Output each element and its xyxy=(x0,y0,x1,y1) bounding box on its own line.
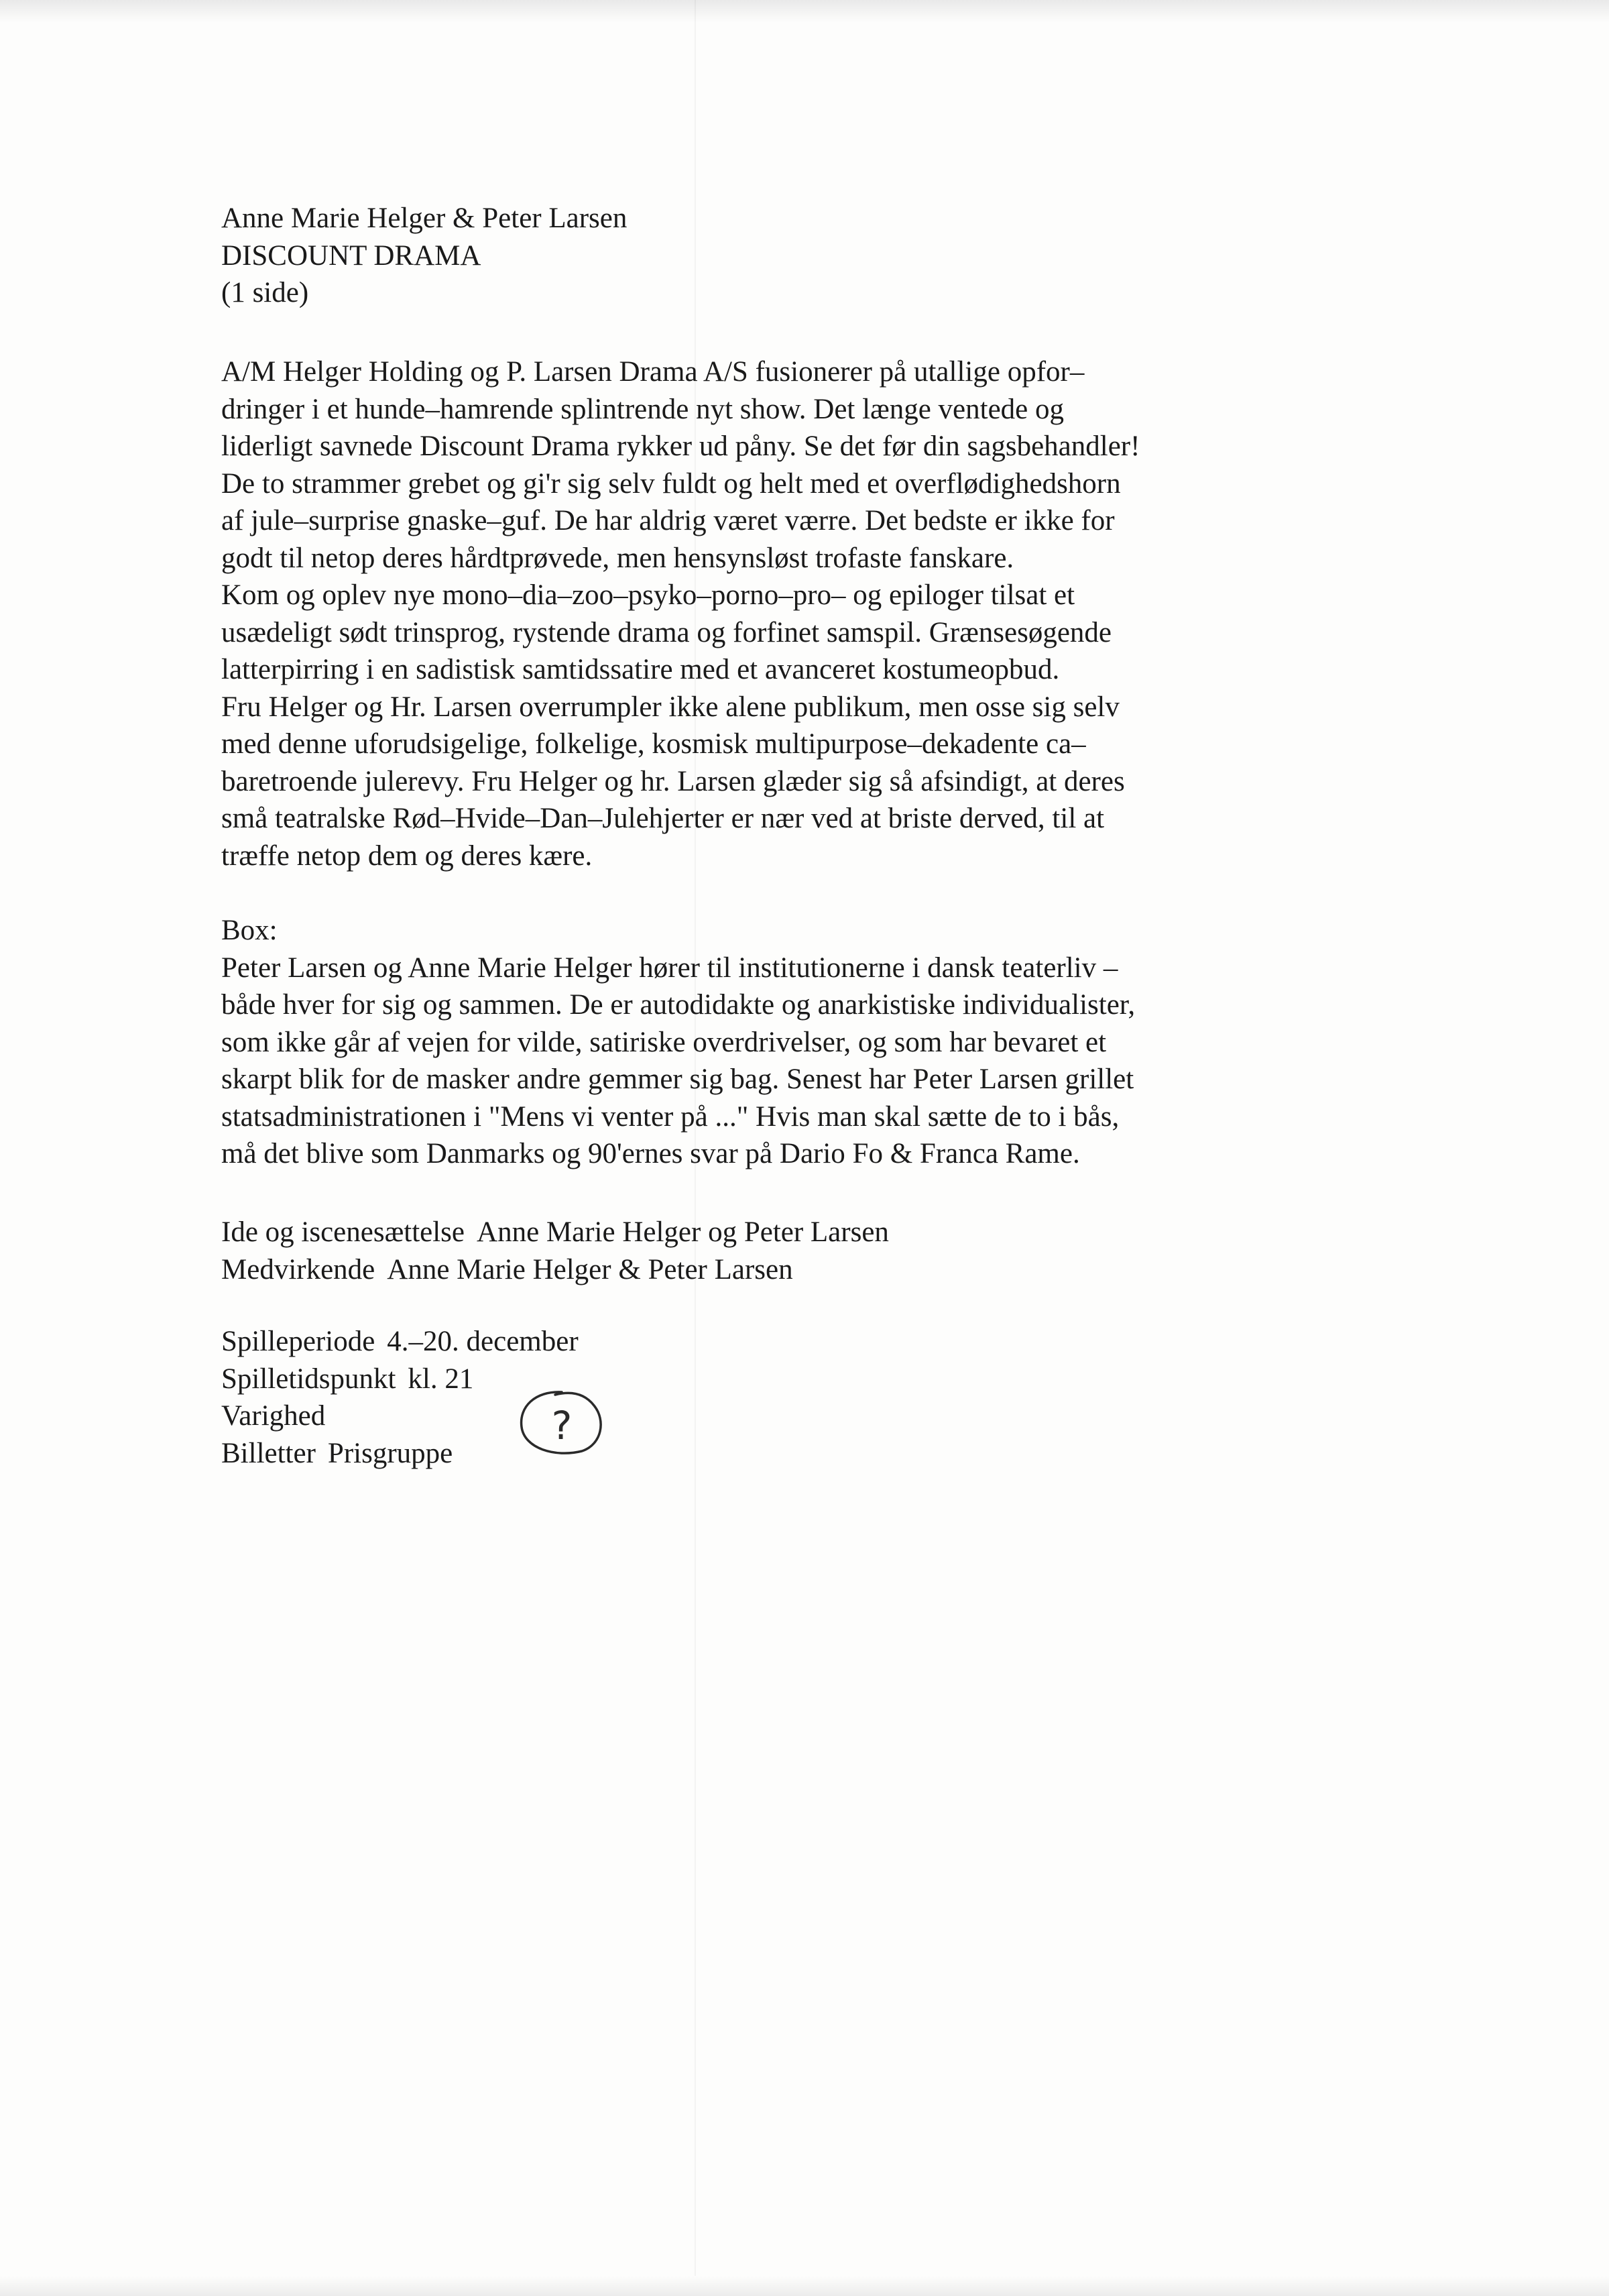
direction-label: Ide og iscenesættelse xyxy=(221,1216,465,1248)
price-label: Prisgruppe xyxy=(327,1437,453,1469)
period-value: 4.–20. december xyxy=(387,1326,579,1357)
credits-section xyxy=(221,1214,889,1288)
body-line: godt til netop deres hårdtprøvede, men hensynsløst trofaste fanskare. xyxy=(221,542,1014,574)
page-count: (1 side) xyxy=(221,277,309,308)
box-line: skarpt blik for de masker andre gemmer sig bag. Senest har Peter Larsen grillet xyxy=(221,1064,1134,1095)
body-line: med denne uforudsigelige, folkelige, kosmisk multipurpose–dekadente ca– xyxy=(221,728,1086,760)
body-line: træffe netop dem og deres kære. xyxy=(221,840,593,872)
cast-credit xyxy=(221,1251,889,1289)
box-line: Peter Larsen og Anne Marie Helger hører til institutionerne i dansk teaterliv – xyxy=(221,952,1118,984)
box-line: statsadministrationen i "Mens vi venter på ..." Hvis man skal sætte de to i bås, xyxy=(221,1100,1120,1133)
tickets-label: Billetter xyxy=(221,1437,316,1469)
box-section xyxy=(221,912,1135,1173)
time-label: Spilletidspunkt xyxy=(221,1363,396,1395)
body-line: liderligt savnede Discount Drama rykker ud påny. Se det før din sagsbehandler! xyxy=(221,431,1140,462)
body-line: Kom og oplev nye mono–dia–zoo–psyko–porno–pro– og epiloger tilsat et xyxy=(221,579,1075,611)
direction-value: Anne Marie Helger og Peter Larsen xyxy=(477,1216,889,1248)
direction-credit xyxy=(221,1214,889,1251)
body-line: latterpirring i en sadistisk samtidssatire med et avanceret kostumeopbud. xyxy=(221,654,1060,685)
body-line: dringer i et hunde–hamrende splintrende nyt show. Det længe ventede og xyxy=(221,393,1065,425)
time-value: kl. 21 xyxy=(408,1363,474,1395)
show-title: DISCOUNT DRAMA xyxy=(221,239,481,272)
body-line: A/M Helger Holding og P. Larsen Drama A/S fusionerer på utallige opfor– xyxy=(221,356,1085,388)
box-line: som ikke går af vejen for vilde, satiriske overdrivelser, og som har bevaret et xyxy=(221,1026,1107,1058)
body-line: af jule–surprise gnaske–guf. De har aldrig været værre. Det bedste er ikke for xyxy=(221,505,1115,536)
authors-line: Anne Marie Helger & Peter Larsen xyxy=(221,203,628,234)
duration-label: Varighed xyxy=(221,1400,326,1432)
body-line: De to strammer grebet og gi'r sig selv fuldt og helt med et overflødighedshorn xyxy=(221,467,1121,500)
handwritten-question-mark xyxy=(515,1387,609,1460)
body-line: baretroende julerevy. Fru Helger og hr. Larsen glæder sig så afsindigt, at deres xyxy=(221,765,1125,797)
period-row xyxy=(221,1323,579,1361)
box-line: både hver for sig og sammen. De er autodidakte og anarkistiske individualister, xyxy=(221,989,1136,1021)
box-line: må det blive som Danmarks og 90'ernes svar på Dario Fo & Franca Rame. xyxy=(221,1138,1080,1169)
body-line: Fru Helger og Hr. Larsen overrumpler ikke alene publikum, men osse sig selv xyxy=(221,691,1120,723)
scan-top-edge xyxy=(0,0,1609,23)
handwritten-question-text: ? xyxy=(551,1403,573,1448)
body-line: små teatralske Rød–Hvide–Dan–Julehjerter er nær ved at briste derved, til at xyxy=(221,803,1105,834)
scan-bottom-edge xyxy=(0,2276,1609,2296)
box-heading: Box: xyxy=(221,915,278,946)
cast-label: Medvirkende xyxy=(221,1253,375,1285)
description-body xyxy=(221,353,1140,874)
document-header xyxy=(221,200,627,312)
cast-value: Anne Marie Helger & Peter Larsen xyxy=(387,1253,793,1285)
period-label: Spilleperiode xyxy=(221,1326,375,1357)
body-line: usædeligt sødt trinsprog, rystende drama og forfinet samspil. Grænsesøgende xyxy=(221,616,1112,648)
